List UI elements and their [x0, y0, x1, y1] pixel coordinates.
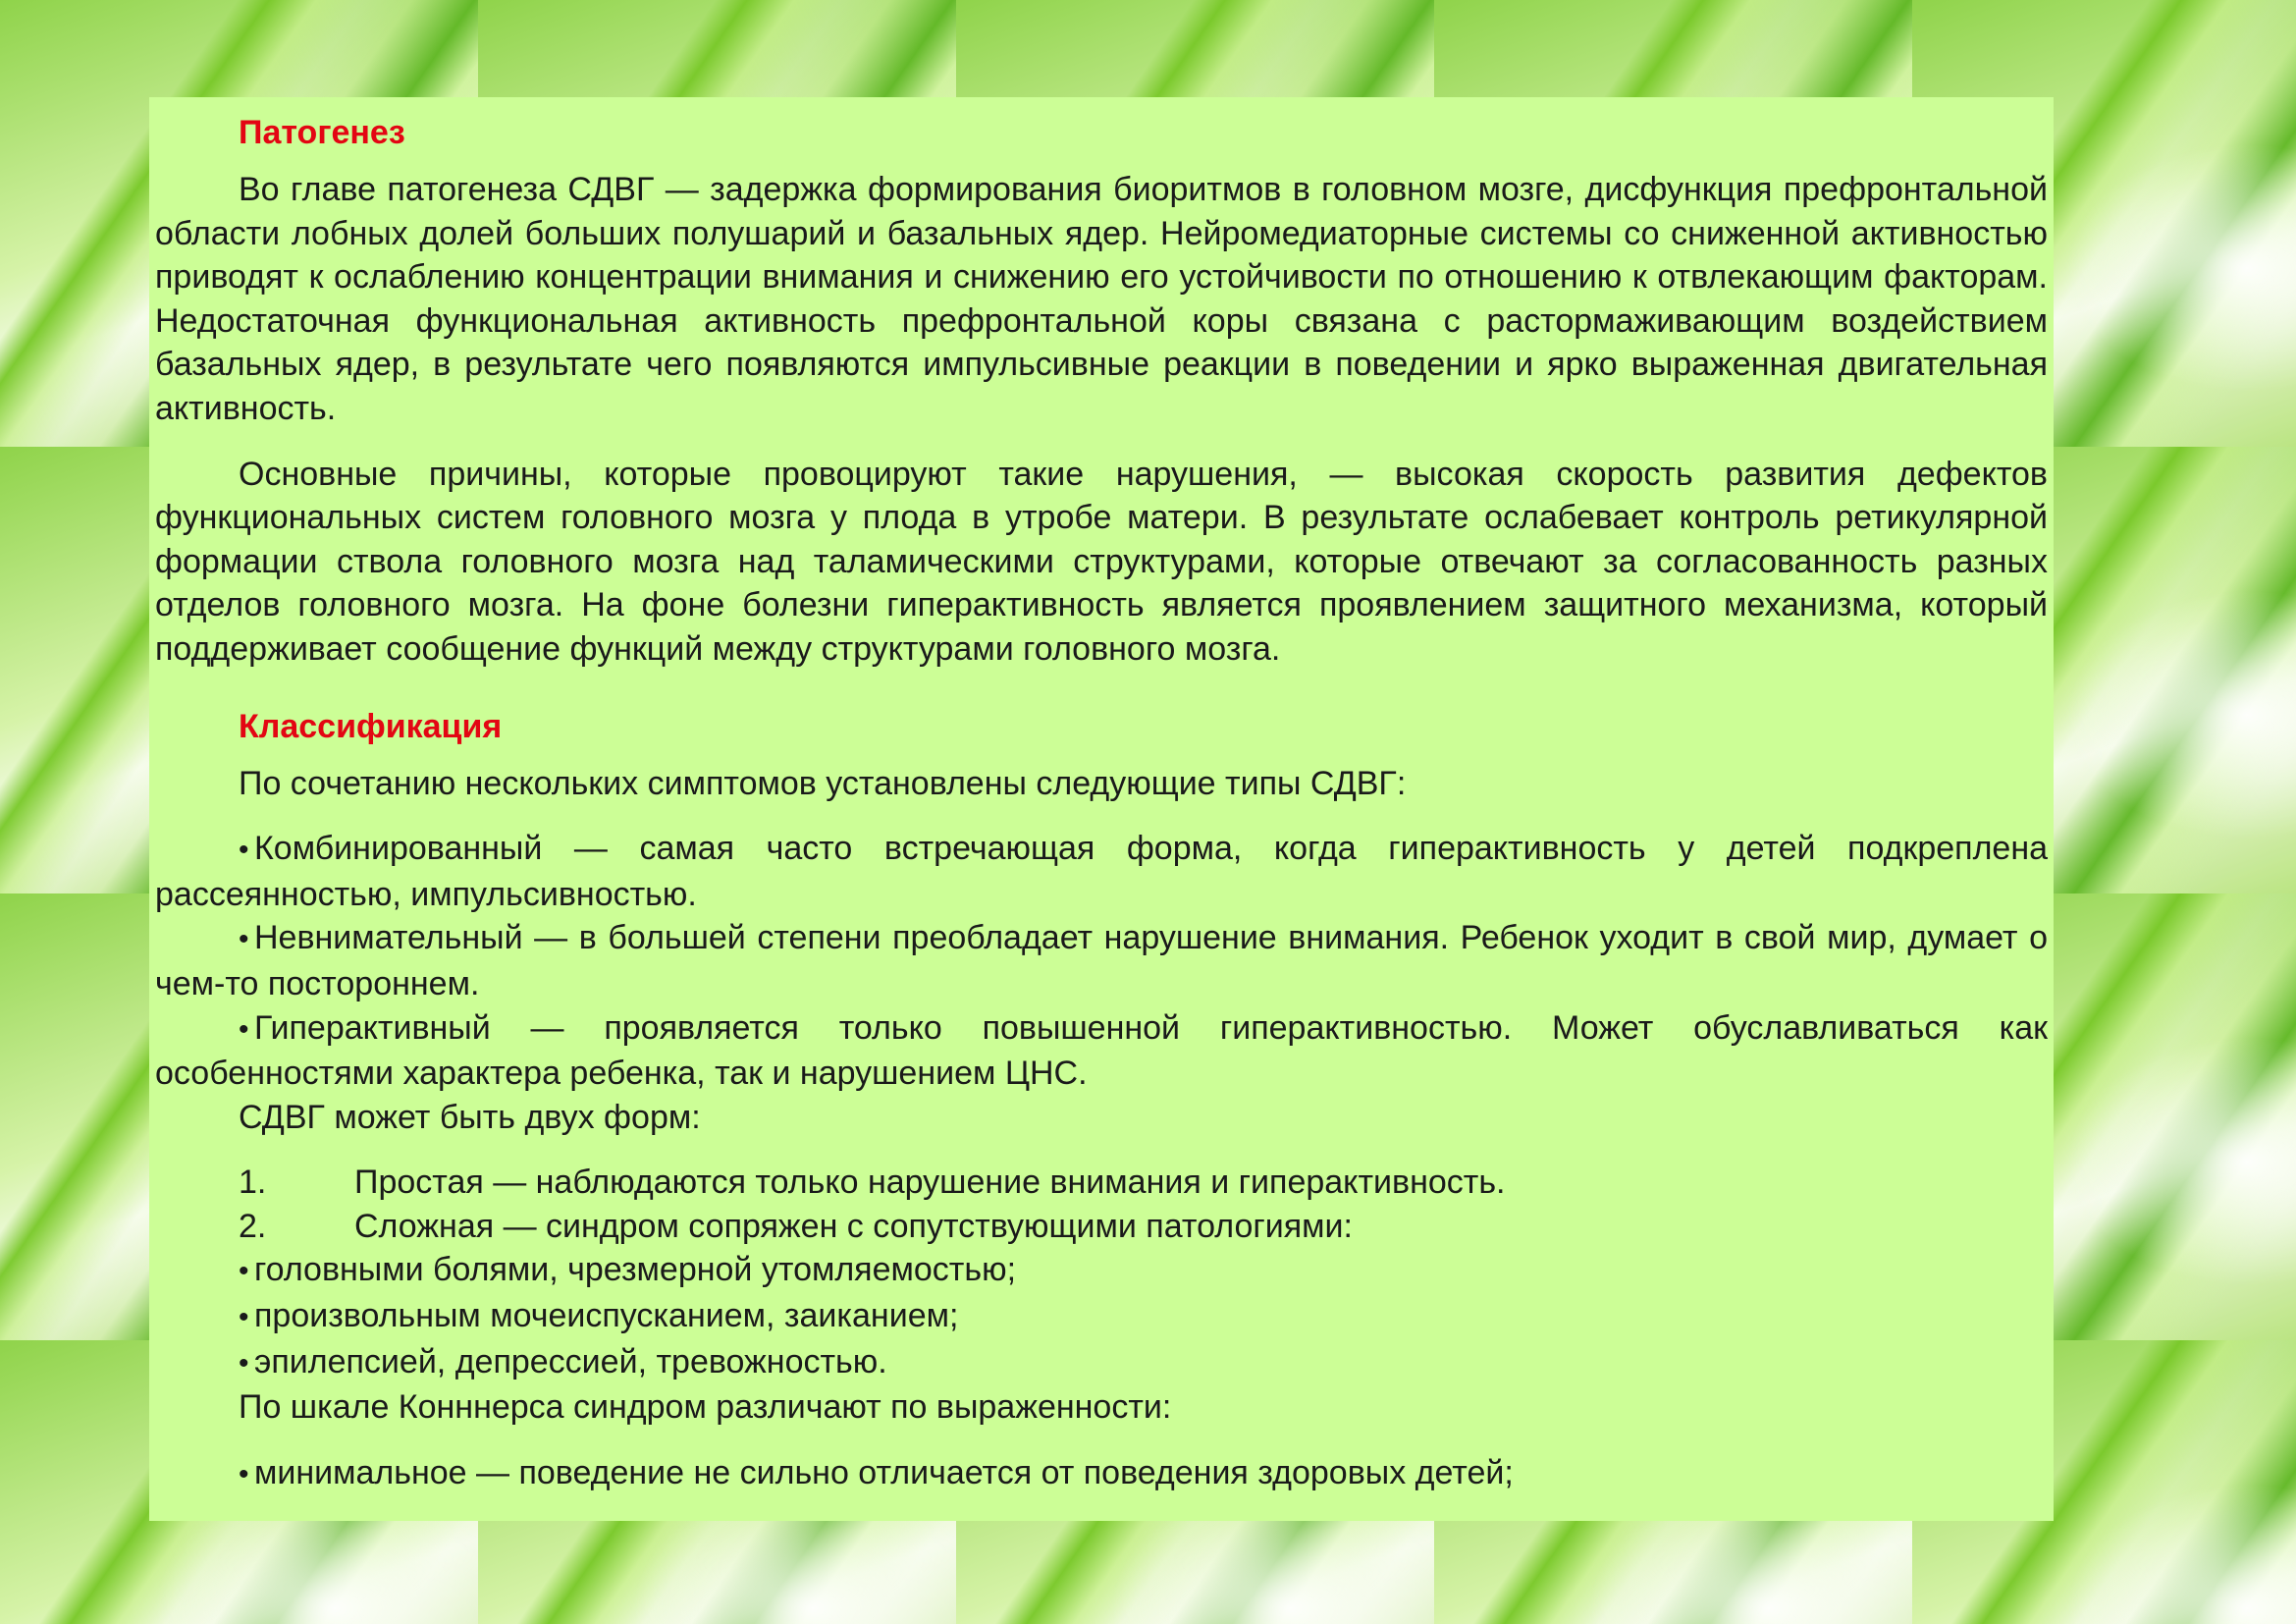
list-item: • Невнимательный — в большей степени преобладает нарушение внимания. Ребенок уходит в свой мир, думает о чем-то постороннем. [155, 919, 2048, 1002]
list-item: • головными болями, чрезмерной утомляемостью; [155, 1248, 2048, 1294]
document-page [149, 97, 2054, 1521]
bullet-icon: • [239, 834, 249, 867]
numbered-item: 2. Сложная — синдром сопряжен с сопутствующими патологиями: [239, 1207, 1353, 1245]
section-title-pathogenesis: Патогенез [239, 114, 405, 151]
conners-intro: По шкале Конннерса синдром различают по выраженности: [239, 1388, 1172, 1427]
pathogenesis-paragraph-1: Во главе патогенеза СДВГ — задержка формирования биоритмов в головном мозге, дисфункция префронтальной области лобных долей больших полушарий и базальных ядер. Нейромедиаторные системы со сниженной активностью приводят к ослаблению концентрации внимания и снижению его устойчивости по отношению к отвлекающим факторам. Недостаточная функциональная активность префронтальной коры связана с растормаживающим воздействием базальных ядер, в результате чего появляются импульсивные реакции в поведении и ярко выраженная двигательная активность. [155, 171, 2048, 427]
forms-intro: СДВГ может быть двух форм: [239, 1098, 701, 1136]
list-item: • эпилепсией, депрессией, тревожностью. [155, 1340, 2048, 1386]
section-title-classification: Классификация [239, 707, 503, 745]
bullet-icon: • [239, 923, 249, 956]
bullet-icon: • [239, 1457, 249, 1490]
list-item: • произвольным мочеиспусканием, заиканием; [155, 1294, 2048, 1340]
classification-intro: По сочетанию нескольких симптомов установлены следующие типы СДВГ: [239, 764, 1407, 802]
list-item: • Гиперактивный — проявляется только повышенной гиперактивностью. Может обуславливаться как особенностями характера ребенка, так и нарушением ЦНС. [155, 1008, 2048, 1093]
pathogenesis-paragraph-2: Основные причины, которые провоцируют такие нарушения, — высокая скорость развития дефектов функциональных систем головного мозга у плода в утробе матери. В результате ослабевает контроль ретикулярной формации ствола головного мозга над таламическими структурами, которые отвечают за согласованность разных отделов головного мозга. На фоне болезни гиперактивность является проявлением защитного механизма, который поддерживает сообщение функций между структурами головного мозга. [155, 455, 2048, 668]
list-item: • минимальное — поведение не сильно отличается от поведения здоровых детей; [155, 1451, 2048, 1497]
bullet-icon: • [239, 1346, 249, 1380]
list-item: • Комбинированный — самая часто встречающая форма, когда гиперактивность у детей подкреплена рассеянностью, импульсивностью. [155, 830, 2048, 913]
bullet-icon: • [239, 1012, 249, 1046]
bullet-icon: • [239, 1301, 249, 1334]
bullet-icon: • [239, 1255, 249, 1288]
numbered-item: 1. Простая — наблюдаются только нарушение внимания и гиперактивность. [239, 1164, 1506, 1202]
